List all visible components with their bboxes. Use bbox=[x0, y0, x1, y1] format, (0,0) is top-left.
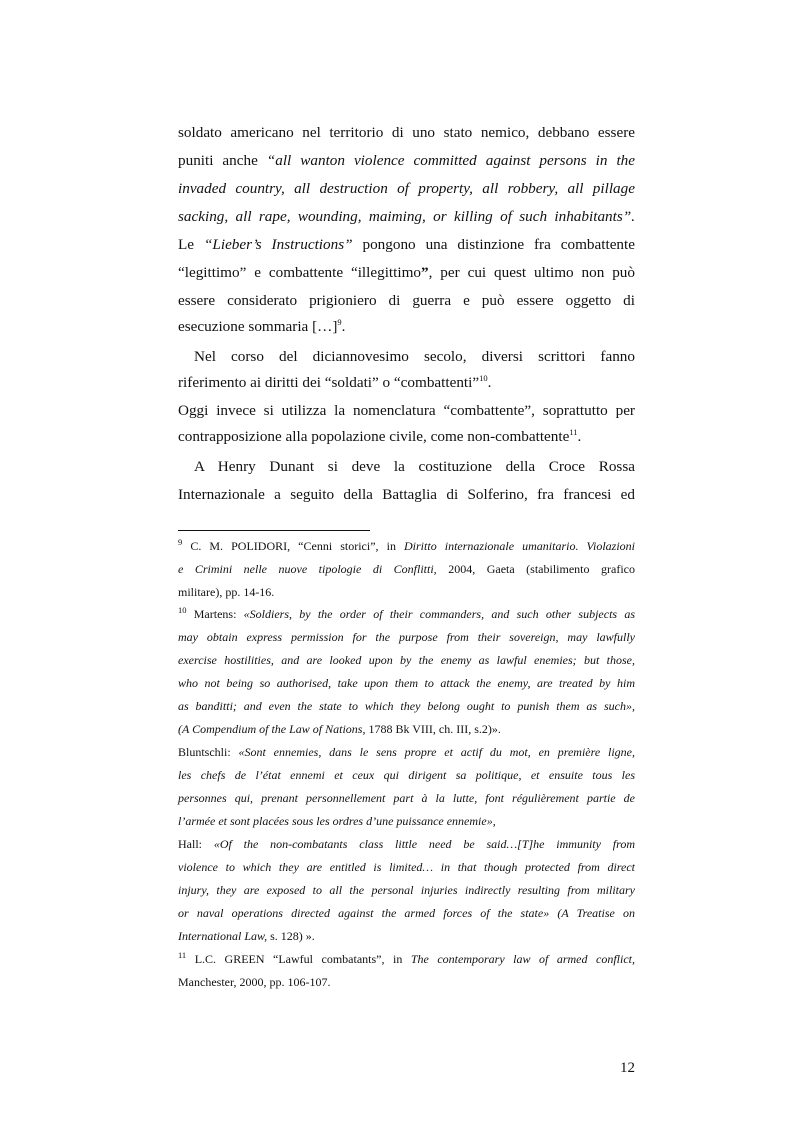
footnote-quote: l’armée et sont placées sous les ordres d’une puissance ennemie», bbox=[178, 814, 496, 828]
footnote-ref-10[interactable]: 10 bbox=[479, 372, 488, 383]
footnote-9-line-3 bbox=[178, 585, 635, 600]
body-line-13 bbox=[194, 458, 635, 476]
footnote-title: The contemporary law of armed conflict, bbox=[410, 952, 636, 966]
body-line-3 bbox=[178, 180, 635, 198]
footnote-quote: violence to which they are entitled is limited… in that though protected from direct bbox=[178, 860, 635, 874]
footnote-quote: «Soldiers, by the order of their commanders, and such other subjects as bbox=[243, 607, 635, 621]
footnote-quote: exercise hostilities, and are looked upon by the enemy as lawful enemies; but those, bbox=[178, 653, 635, 667]
footnote-9-line-2 bbox=[178, 562, 635, 577]
footnote-quote: as banditti; and even the state to which they belong ought to punish them as such», bbox=[178, 699, 635, 713]
footnote-quote: injury, they are exposed to all the personal injuries indirectly resulting from military bbox=[178, 883, 635, 897]
footnote-number: 9 bbox=[178, 537, 183, 547]
body-text: puniti anche bbox=[178, 152, 267, 169]
body-line-6 bbox=[178, 264, 635, 282]
footnote-11-line-1 bbox=[178, 952, 635, 967]
footnote-quote: personnes qui, prenant personnellement part à la lutte, font régulièrement partie de bbox=[178, 791, 635, 805]
title-text: “Lieber’s Instructions” bbox=[203, 236, 353, 253]
footnote-text: C. M. POLIDORI, “Cenni storici”, in bbox=[182, 539, 405, 553]
page-number: 12 bbox=[620, 1060, 635, 1076]
body-text: essere considerato prigioniero di guerra e può essere oggetto di bbox=[178, 292, 635, 309]
hall-line-1 bbox=[178, 837, 635, 852]
quote-text: invaded country, all destruction of property, all robbery, all pillage bbox=[178, 180, 635, 197]
hall-line-2 bbox=[178, 860, 635, 875]
footnote-10-line-5 bbox=[178, 699, 635, 714]
footnote-number: 10 bbox=[178, 605, 187, 615]
body-text: Nel corso del diciannovesimo secolo, diversi scrittori fanno bbox=[194, 348, 635, 365]
footnote-quote: or naval operations directed against the armed forces of the state» (A Treatise on bbox=[178, 906, 635, 920]
body-line-1 bbox=[178, 124, 635, 142]
body-line-11 bbox=[178, 402, 635, 420]
bluntschli-line-2 bbox=[178, 768, 635, 783]
footnote-text: L.C. GREEN “Lawful combatants”, in bbox=[186, 952, 411, 966]
footnote-text: Manchester, 2000, pp. 106-107. bbox=[178, 975, 331, 989]
footnote-quote: «Sont ennemies, dans le sens propre et actif du mot, en première ligne, bbox=[238, 745, 636, 759]
bluntschli-line-3 bbox=[178, 791, 635, 806]
footnote-9-line-1 bbox=[178, 539, 635, 554]
body-line-2 bbox=[178, 152, 635, 170]
footnote-text: Martens: bbox=[186, 607, 244, 621]
quote-text: “all wanton violence committed against persons in the bbox=[266, 152, 635, 169]
body-text: Internazionale a seguito della Battaglia di Solferino, fra francesi ed bbox=[178, 486, 635, 503]
footnote-text: militare), pp. 14-16. bbox=[178, 585, 275, 599]
body-text: contrapposizione alla popolazione civile, come non-combattente bbox=[178, 428, 570, 445]
footnote-title: (A Compendium of the Law of Nations, bbox=[178, 722, 366, 736]
body-text: “legittimo” e combattente “illegittimo bbox=[178, 264, 421, 281]
footnote-separator bbox=[178, 530, 370, 531]
footnote-quote: les chefs de l’état ennemi et ceux qui dirigent sa politique, et ensuite tous les bbox=[178, 768, 635, 782]
body-line-14 bbox=[178, 486, 635, 504]
footnote-title: Diritto internazionale umanitario. Violazioni bbox=[404, 539, 635, 553]
footnote-quote: «Of the non-combatants class little need be said…[T]he immunity from bbox=[213, 837, 635, 851]
body-text: riferimento ai diritti dei “soldati” o “combattenti” bbox=[178, 374, 480, 391]
footnote-text: Hall: bbox=[178, 837, 214, 851]
hall-line-3 bbox=[178, 883, 635, 898]
footnote-quote: who not being so authorised, take upon them to attack the enemy, are treated by him bbox=[178, 676, 635, 690]
footnote-10-line-3 bbox=[178, 653, 635, 668]
body-line-10 bbox=[178, 374, 635, 392]
footnote-ref-9[interactable]: 9 bbox=[337, 316, 342, 327]
footnote-10-line-2 bbox=[178, 630, 635, 645]
body-line-7 bbox=[178, 292, 635, 310]
body-line-5 bbox=[178, 236, 635, 254]
body-line-4 bbox=[178, 208, 635, 226]
footnote-10-line-4 bbox=[178, 676, 635, 691]
body-text: . bbox=[487, 374, 492, 391]
footnote-10-line-1 bbox=[178, 607, 635, 622]
body-text: . bbox=[577, 428, 582, 445]
body-line-9 bbox=[194, 348, 635, 366]
footnote-text: Bluntschli: bbox=[178, 745, 239, 759]
body-text: A Henry Dunant si deve la costituzione della Croce Rossa bbox=[194, 458, 635, 475]
bold-quote-mark: ” bbox=[421, 264, 429, 281]
bluntschli-line-4 bbox=[178, 814, 635, 829]
footnote-ref-11[interactable]: 11 bbox=[569, 426, 578, 437]
footnote-text: s. 128) ». bbox=[267, 929, 315, 943]
body-text: soldato americano nel territorio di uno stato nemico, debbano essere bbox=[178, 124, 635, 141]
hall-line-5 bbox=[178, 929, 635, 944]
footnote-10-line-6 bbox=[178, 722, 635, 737]
body-line-12 bbox=[178, 428, 635, 446]
body-text: pongono una distinzione fra combattente bbox=[352, 236, 635, 253]
footnote-number: 11 bbox=[178, 950, 187, 960]
body-text: Oggi invece si utilizza la nomenclatura “combattente”, soprattutto per bbox=[178, 402, 635, 419]
footnote-title: e Crimini nelle nuove tipologie di Conflitti, bbox=[178, 562, 437, 576]
hall-line-4 bbox=[178, 906, 635, 921]
bluntschli-line-1 bbox=[178, 745, 635, 760]
body-line-8 bbox=[178, 318, 635, 336]
body-text: , per cui quest ultimo non può bbox=[428, 264, 635, 281]
footnote-text: 1788 Bk VIII, ch. III, s.2)». bbox=[365, 722, 501, 736]
body-text: esecuzione sommaria […] bbox=[178, 318, 338, 335]
quote-text: sacking, all rape, wounding, maiming, or killing of such inhabitants”. bbox=[178, 208, 635, 225]
footnote-title: International Law, bbox=[178, 929, 268, 943]
footnote-text: 2004, Gaeta (stabilimento grafico bbox=[436, 562, 635, 576]
body-text: . bbox=[341, 318, 346, 335]
footnote-11-line-2 bbox=[178, 975, 635, 990]
body-text: Le bbox=[178, 236, 204, 253]
footnote-quote: may obtain express permission for the purpose from their sovereign, may lawfully bbox=[178, 630, 635, 644]
